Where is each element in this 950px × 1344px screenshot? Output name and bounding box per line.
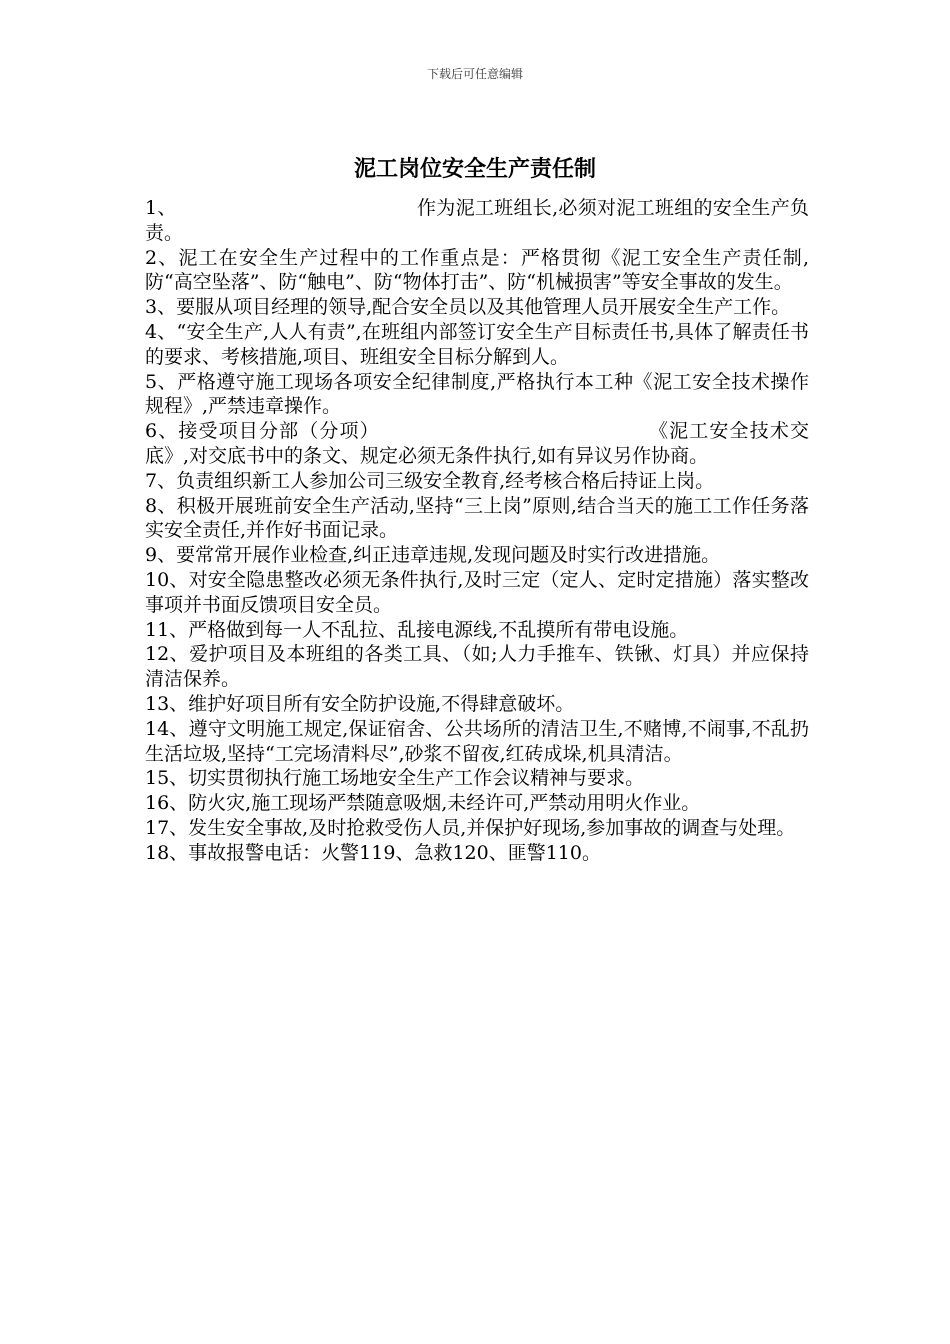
clause-list <box>145 196 809 866</box>
clause-text: 5、严格遵守施工现场各项安全纪律制度,严格执行本工种《泥工安全技术操作规程》,严禁违章操作。 <box>145 370 809 418</box>
clause-item <box>145 320 809 370</box>
clause-text: 14、遵守文明施工规定,保证宿舍、公共场所的清洁卫生,不赌博,不闹事,不乱扔生活垃圾,坚持“工完场清料尽”,砂浆不留夜,红砖成垛,机具清洁。 <box>145 717 809 765</box>
clause-text: 17、发生安全事故,及时抢救受伤人员,并保护好现场,参加事故的调查与处理。 <box>145 816 796 839</box>
clause-lead: 6、接受项目分部（分项） <box>145 420 380 443</box>
clause-text: 2、泥工在安全生产过程中的工作重点是：严格贯彻《泥工安全生产责任制,防“高空坠落”、防“触电”、防“物体打击”、防“机械损害”等安全事故的发生。 <box>145 246 809 294</box>
clause-text: 3、要服从项目经理的领导,配合安全员以及其他管理人员开展安全生产工作。 <box>145 296 791 319</box>
clause-text: 作为泥工班组长,必须对泥工班组的安全生产负责。 <box>145 197 809 244</box>
clause-text: 15、切实贯彻执行施工场地安全生产工作会议精神与要求。 <box>145 767 645 790</box>
clause-text: 16、防火灾,施工现场严禁随意吸烟,未经许可,严禁动用明火作业。 <box>145 792 701 815</box>
clause-lead: 1、 <box>145 197 177 219</box>
clause-item <box>145 469 809 494</box>
clause-item <box>145 816 809 841</box>
clause-item <box>145 419 809 469</box>
clause-text: 18、事故报警电话：火警119、急救120、匪警110。 <box>145 841 601 864</box>
clause-item <box>145 717 809 767</box>
clause-text: 10、对安全隐患整改必须无条件执行,及时三定（定人、定时定措施）落实整改事项并书面反馈项目安全员。 <box>145 568 809 616</box>
clause-text: 《泥工安全技术交底》,对交底书中的条文、规定必须无条件执行,如有异议另作协商。 <box>145 420 809 467</box>
clause-item <box>145 692 809 717</box>
clause-item <box>145 246 809 296</box>
clause-item <box>145 543 809 568</box>
clause-item <box>145 568 809 618</box>
clause-item <box>145 841 809 866</box>
clause-text: 4、“安全生产,人人有责”,在班组内部签订安全生产目标责任书,具体了解责任书的要求、考核措施,项目、班组安全目标分解到人。 <box>145 320 809 368</box>
clause-item <box>145 196 809 246</box>
clause-item <box>145 766 809 791</box>
clause-text: 13、维护好项目所有安全防护设施,不得肆意破坏。 <box>145 692 575 715</box>
clause-item <box>145 494 809 544</box>
clause-text: 9、要常常开展作业检查,纠正违章违规,发现问题及时实行改进措施。 <box>145 544 721 567</box>
clause-text: 8、积极开展班前安全生产活动,坚持“三上岗”原则,结合当天的施工工作任务落实安全责任,并作好书面记录。 <box>145 494 809 542</box>
clause-item <box>145 370 809 420</box>
clause-item <box>145 618 809 643</box>
clause-item <box>145 791 809 816</box>
clause-text: 12、爱护项目及本班组的各类工具、（如;人力手推车、铁锹、灯具）并应保持清洁保养。 <box>145 643 809 691</box>
clause-text: 7、负责组织新工人参加公司三级安全教育,经考核合格后持证上岗。 <box>145 469 715 492</box>
clause-item <box>145 295 809 320</box>
clause-item <box>145 642 809 692</box>
page-header-note: 下载后可任意编辑 <box>426 67 523 81</box>
clause-text: 11、严格做到每一人不乱拉、乱接电源线,不乱摸所有带电设施。 <box>145 618 689 641</box>
document-title: 泥工岗位安全生产责任制 <box>353 156 596 182</box>
